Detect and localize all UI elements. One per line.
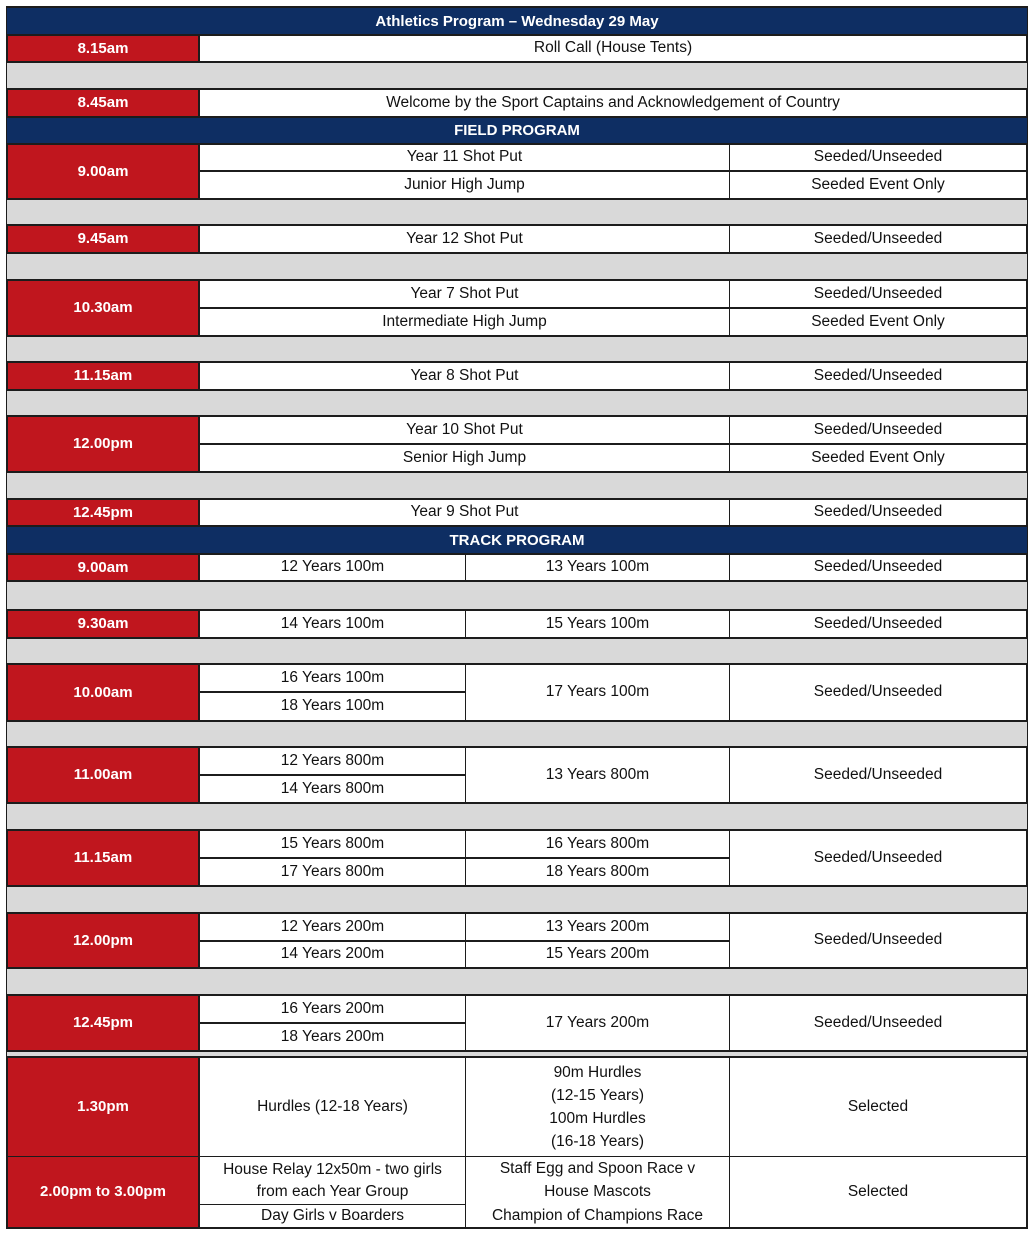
track-block xyxy=(7,1057,1027,1157)
event-cell: Welcome by the Sport Captains and Acknowledgement of Country xyxy=(199,89,1027,117)
separator-row xyxy=(7,581,1027,610)
track-block xyxy=(7,913,1027,968)
event-cell: House Relay 12x50m - two girls from each Year Group xyxy=(199,1156,466,1205)
time-cell: 12.45pm xyxy=(7,995,199,1051)
status-cell: Seeded/Unseeded xyxy=(729,830,1027,886)
separator-row xyxy=(7,638,1027,664)
time-cell: 12.00pm xyxy=(7,913,199,968)
event-cell: Junior High Jump xyxy=(199,171,730,199)
event-cell: Day Girls v Boarders xyxy=(199,1204,466,1228)
event-cell: Year 10 Shot Put xyxy=(199,416,730,444)
event-cell: 12 Years 800m xyxy=(199,747,466,775)
intro-row xyxy=(7,35,1027,62)
event-cell: 14 Years 100m xyxy=(199,610,466,638)
separator-row xyxy=(7,390,1027,416)
status-cell: Seeded/Unseeded xyxy=(729,995,1027,1051)
event-cell: 18 Years 200m xyxy=(199,1023,466,1051)
event-cell: 14 Years 800m xyxy=(199,775,466,803)
track-block xyxy=(7,1156,1027,1228)
separator-row xyxy=(7,721,1027,747)
field-block xyxy=(7,362,1027,390)
time-cell: 9.45am xyxy=(7,225,199,253)
event-cell: 16 Years 100m xyxy=(199,664,466,692)
event-cell: 12 Years 100m xyxy=(199,554,466,581)
field-block xyxy=(7,499,1027,526)
separator-row xyxy=(7,803,1027,830)
status-cell: Seeded/Unseeded xyxy=(729,664,1027,721)
status-cell: Seeded/Unseeded xyxy=(729,610,1027,638)
event-cell: Year 12 Shot Put xyxy=(199,225,730,253)
event-cell: Hurdles (12-18 Years) xyxy=(199,1057,466,1157)
track-block xyxy=(7,610,1027,638)
status-cell: Seeded/Unseeded xyxy=(729,144,1027,171)
track-block xyxy=(7,995,1027,1051)
event-cell: 16 Years 800m xyxy=(465,830,730,858)
status-cell: Seeded/Unseeded xyxy=(729,554,1027,581)
event-cell: 15 Years 100m xyxy=(465,610,730,638)
event-cell: 18 Years 800m xyxy=(465,858,730,886)
time-cell: 11.15am xyxy=(7,830,199,886)
event-cell: Year 8 Shot Put xyxy=(199,362,730,390)
separator-row xyxy=(7,62,1027,89)
event-cell: 13 Years 200m xyxy=(465,913,730,941)
separator-row xyxy=(7,336,1027,362)
event-cell: 15 Years 200m xyxy=(465,941,730,968)
status-cell: Seeded/Unseeded xyxy=(729,913,1027,968)
status-cell: Seeded/Unseeded xyxy=(729,225,1027,253)
track-block xyxy=(7,747,1027,803)
event-cell: Intermediate High Jump xyxy=(199,308,730,336)
time-cell: 10.30am xyxy=(7,280,199,336)
event-cell: Staff Egg and Spoon Race v House Mascots Champion of Champions Race xyxy=(465,1156,730,1228)
status-cell: Seeded Event Only xyxy=(729,171,1027,199)
event-cell: 18 Years 100m xyxy=(199,692,466,721)
time-cell: 12.45pm xyxy=(7,499,199,526)
track-block xyxy=(7,664,1027,721)
event-cell: 90m Hurdles (12-15 Years) 100m Hurdles (16-18 Years) xyxy=(465,1057,730,1157)
event-cell: 13 Years 800m xyxy=(465,747,730,803)
program-title: Athletics Program – Wednesday 29 May xyxy=(7,7,1027,35)
event-cell: Year 7 Shot Put xyxy=(199,280,730,308)
status-cell: Seeded/Unseeded xyxy=(729,362,1027,390)
event-cell: 13 Years 100m xyxy=(465,554,730,581)
event-cell: 12 Years 200m xyxy=(199,913,466,941)
event-cell: 17 Years 200m xyxy=(465,995,730,1051)
field-block xyxy=(7,416,1027,472)
event-cell: 14 Years 200m xyxy=(199,941,466,968)
status-cell: Selected xyxy=(729,1057,1027,1157)
time-cell: 2.00pm to 3.00pm xyxy=(7,1156,199,1228)
field-program-heading: FIELD PROGRAM xyxy=(7,117,1027,144)
intro-row xyxy=(7,89,1027,117)
track-program-heading: TRACK PROGRAM xyxy=(7,526,1027,554)
time-cell: 11.00am xyxy=(7,747,199,803)
event-cell: Year 9 Shot Put xyxy=(199,499,730,526)
field-block xyxy=(7,280,1027,336)
athletics-program-table xyxy=(6,6,1028,1229)
track-block xyxy=(7,554,1027,581)
event-cell: Year 11 Shot Put xyxy=(199,144,730,171)
event-cell: 17 Years 100m xyxy=(465,664,730,721)
status-cell: Seeded Event Only xyxy=(729,308,1027,336)
time-cell: 9.00am xyxy=(7,144,199,199)
time-cell: 8.15am xyxy=(7,35,199,62)
time-cell: 1.30pm xyxy=(7,1057,199,1157)
time-cell: 9.30am xyxy=(7,610,199,638)
status-cell: Seeded/Unseeded xyxy=(729,499,1027,526)
separator-row xyxy=(7,253,1027,280)
status-cell: Selected xyxy=(729,1156,1027,1228)
time-cell: 11.15am xyxy=(7,362,199,390)
status-cell: Seeded/Unseeded xyxy=(729,747,1027,803)
track-block xyxy=(7,830,1027,886)
field-block xyxy=(7,225,1027,253)
separator-row xyxy=(7,968,1027,995)
separator-row xyxy=(7,886,1027,913)
event-cell: 16 Years 200m xyxy=(199,995,466,1023)
separator-row xyxy=(7,472,1027,499)
status-cell: Seeded/Unseeded xyxy=(729,280,1027,308)
event-cell: 15 Years 800m xyxy=(199,830,466,858)
time-cell: 9.00am xyxy=(7,554,199,581)
status-cell: Seeded Event Only xyxy=(729,444,1027,472)
time-cell: 12.00pm xyxy=(7,416,199,472)
separator-row xyxy=(7,199,1027,225)
field-block xyxy=(7,144,1027,199)
time-cell: 8.45am xyxy=(7,89,199,117)
event-cell: Roll Call (House Tents) xyxy=(199,35,1027,62)
time-cell: 10.00am xyxy=(7,664,199,721)
event-cell: Senior High Jump xyxy=(199,444,730,472)
status-cell: Seeded/Unseeded xyxy=(729,416,1027,444)
event-cell: 17 Years 800m xyxy=(199,858,466,886)
